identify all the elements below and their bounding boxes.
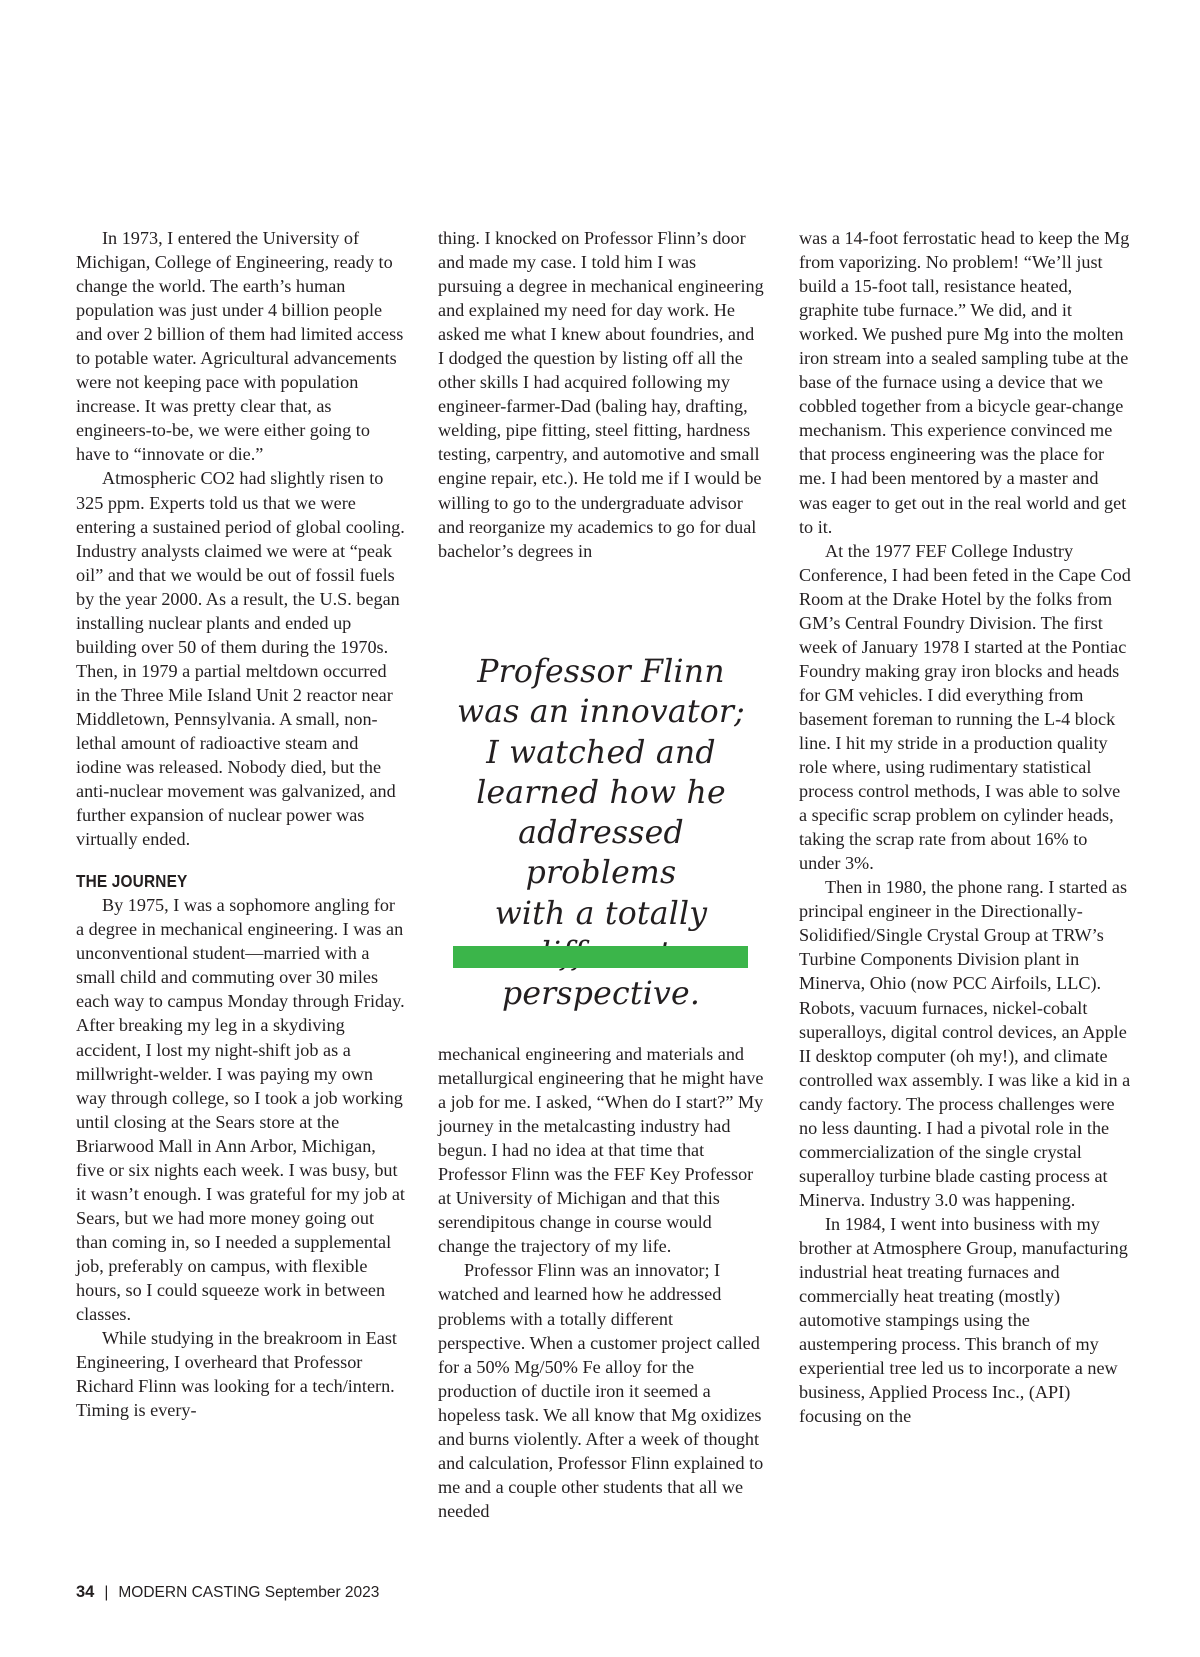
pull-quote-accent-bar	[453, 946, 748, 968]
paragraph: Atmospheric CO2 had slightly risen to 325 ppm. Experts told us that we were entering a sustained period of global cooling. Industry analysts claimed we were at “peak oil” and that we would be out of fossil fuels by the year 2000. As a result, the U.S. began installing nuclear plants and ended up building over 50 of them during the 1970s. Then, in 1979 a partial meltdown occurred in the Three Mile Island Unit 2 reactor near Middletown, Pennsylvania. A small, non-lethal amount of radioactive steam and iodine was released. Nobody died, but the anti-nuclear movement was galvanized, and further expansion of nuclear power was virtually ended.	[76, 468, 405, 850]
pull-quote-line: learned how he	[476, 774, 726, 811]
pull-quote-line: with a totally	[494, 895, 708, 932]
issue-date: September 2023	[264, 1584, 380, 1601]
page-footer	[76, 1583, 379, 1602]
article-column-2-bottom	[438, 1042, 764, 1523]
magazine-name: MODERN CASTING	[118, 1584, 261, 1601]
article-column-1	[76, 226, 405, 1422]
paragraph: In 1973, I entered the University of Michigan, College of Engineering, ready to change the world. The earth’s human population was just under 4 billion people and over 2 billion of them had limited access to potable water. Agricultural advancements were not keeping pace with population increase. It was pretty clear that, as engineers-to-be, we were either going to have to “innovate or die.”	[76, 228, 404, 465]
paragraph: mechanical engineering and materials and metallurgical engineering that he might have a job for me. I asked, “When do I start?” My journey in the metalcasting industry had begun. I had no idea at that time that Professor Flinn was the FEF Key Professor at University of Michigan and that this serendipitous change in course would change the trajectory of my life.	[438, 1044, 764, 1257]
pull-quote-line: Professor Flinn	[477, 654, 725, 690]
paragraph: Professor Flinn was an innovator; I watched and learned how he addressed problems with a totally different perspective. When a customer project called for a 50% Mg/50% Fe alloy for the production of ductile iron it seemed a hopeless task. We all know that Mg oxidizes and burns violently. After a week of thought and calculation, Professor Flinn explained to me and a couple other students that all we needed	[438, 1260, 764, 1521]
paragraph: In 1984, I went into business with my brother at Atmosphere Group, manufacturing industrial heat treating furnaces and commercially heat treating (mostly) automotive stampings using the austempering process. This branch of my experiential tree led us to incorporate a new business, Applied Process Inc., (API) focusing on the	[799, 1213, 1128, 1427]
article-column-3	[799, 226, 1131, 1428]
paragraph: By 1975, I was a sophomore angling for a degree in mechanical engineering. I was an unconventional student—married with a small child and commuting over 30 miles each way to campus Monday through Friday. After breaking my leg in a skydiving accident, I lost my night-shift job as a millwright-welder. I was paying my own way through college, so I took a job working until closing at the Sears store at the Briarwood Mall in Ann Arbor, Michigan, five or six nights each week. I was busy, but it wasn’t enough. I was grateful for my job at Sears, but we had more money going out than coming in, so I needed a supplemental job, preferably on campus, with flexible hours, so I could squeeze work in between classes.	[76, 895, 405, 1325]
pull-quote-line: was an innovator;	[457, 694, 745, 731]
paragraph: While studying in the breakroom in East Engineering, I overheard that Professor Richard Flinn was looking for a tech/intern. Timing is every-	[76, 1328, 397, 1421]
paragraph: Then in 1980, the phone rang. I started as principal engineer in the Directionally-Solidified/Single Crystal Group at TRW’s Turbine Components Division plant in Minerva, Ohio (now PCC Airfoils, LLC). Robots, vacuum furnaces, nickel-cobalt superalloys, digital control devices, an Apple II desktop computer (oh my!), and climate controlled wax assembly. I was like a kid in a candy factory. The process challenges were no less daunting. I had a pivotal role in the commercialization of the single crystal superalloy turbine blade casting process at Minerva. Industry 3.0 was happening.	[799, 877, 1131, 1210]
paragraph: was a 14-foot ferrostatic head to keep the Mg from vaporizing. No problem! “We’ll just build a 15-foot tall, resistance heated, graphite tube furnace.” We did, and it worked. We pushed pure Mg into the molten iron stream into a sealed sampling tube at the base of the furnace using a device that we cobbled together from a bicycle gear-change mechanism. This experience convinced me that process engineering was the place for me. I had been mentored by a master and was eager to get out in the real world and get to it.	[799, 228, 1130, 537]
paragraph: thing. I knocked on Professor Flinn’s door and made my case. I told him I was pursuing a degree in mechanical engineering and explained my need for day work. He asked me what I knew about foundries, and I dodged the question by listing off all the other skills I had acquired following my engineer-farmer-Dad (baling hay, drafting, welding, pipe fitting, steel fitting, hardness testing, carpentry, and automotive and small engine repair, etc.). He told me if I would be willing to go to the undergraduate advisor and reorganize my academics to go for dual bachelor’s degrees in	[438, 228, 764, 561]
pull-quote-line: I watched and	[486, 734, 716, 771]
article-column-2-top	[438, 226, 764, 563]
paragraph: At the 1977 FEF College Industry Conference, I had been feted in the Cape Cod Room at the Drake Hotel by the folks from GM’s Central Foundry Division. The first week of January 1978 I started at the Pontiac Foundry making gray iron blocks and heads for GM vehicles. I did everything from basement foreman to running the L-4 block line. I hit my stride in a production quality role where, using rudimentary statistical process control methods, I was able to solve a specific scrap problem on cylinder heads, taking the scrap rate from about 16% to under 3%.	[799, 540, 1131, 874]
pull-quote-line: perspective.	[501, 976, 701, 1013]
footer-separator: |	[104, 1584, 109, 1601]
pull-quote-line: addressed problems	[518, 815, 684, 892]
section-heading: THE JOURNEY	[76, 871, 188, 892]
page-number: 34	[76, 1583, 95, 1601]
